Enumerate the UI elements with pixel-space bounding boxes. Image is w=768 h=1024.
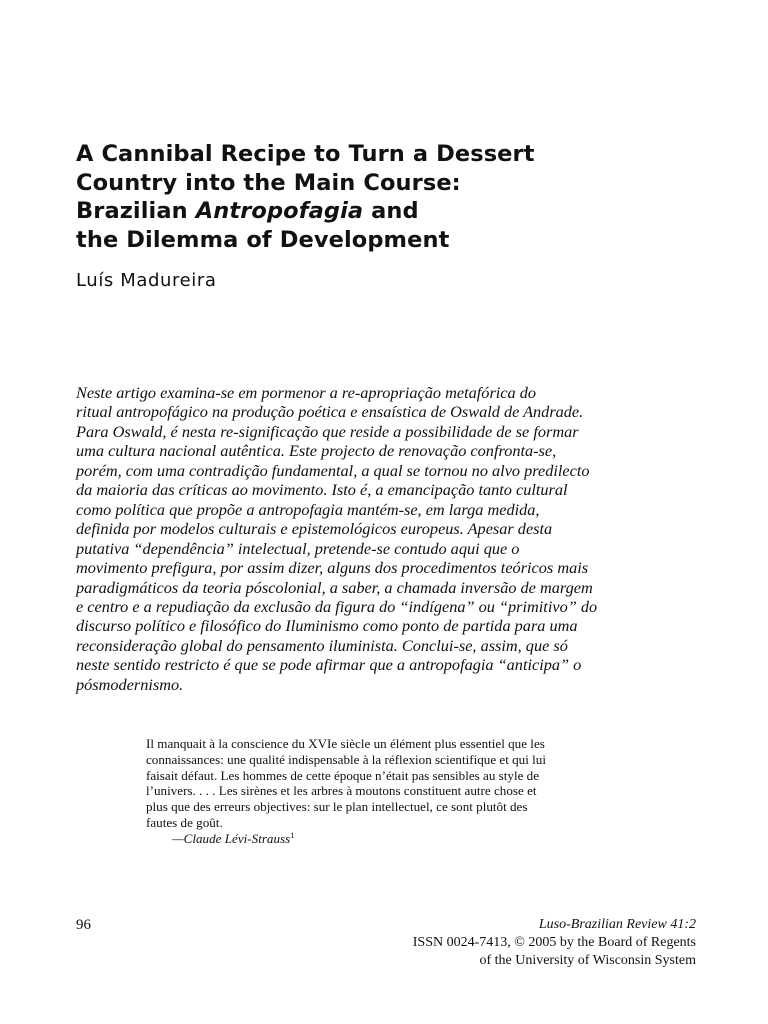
page-number: 96: [76, 917, 91, 933]
abstract-line: pósmodernismo.: [76, 674, 184, 694]
abstract-line: uma cultura nacional autêntica. Este projecto de renovação confronta-se,: [76, 441, 557, 461]
title-italic-term: Antropofagia: [195, 198, 364, 224]
abstract-line: Neste artigo examina-se em pormenor a re-apropriação metafórica do: [76, 383, 537, 402]
abstract-line: e centro e a repudiação da exclusão da figura do “indígena” ou “primitivo” do: [76, 596, 598, 616]
abstract-line: como política que propõe a antropofagia mantém-se, em larga medida,: [76, 499, 540, 519]
abstract-line: reconsideração global do pensamento iluminista. Conclui-se, assim, que só: [76, 635, 568, 655]
title-line-3-end: and: [363, 198, 419, 224]
abstract-line: da maioria das críticas ao movimento. Isto é, a emancipação tanto cultural: [76, 480, 568, 500]
footnote-marker[interactable]: 1: [290, 829, 295, 840]
title-line-3: [76, 197, 696, 226]
title-line-2: Country into the Main Course:: [76, 169, 461, 196]
epigraph-line: faisait défaut. Les hommes de cette époque n’était pas sensibles au style de: [146, 767, 540, 783]
epigraph-line: plus que des erreurs objectives: sur le plan intellectuel, ce sont plutôt des: [146, 799, 528, 815]
epigraph-author: —Claude Lévi-Strauss: [172, 830, 291, 846]
title-line-4: the Dilemma of Development: [76, 226, 450, 253]
journal-citation: [413, 916, 696, 970]
epigraph-line: fautes de goût.: [146, 814, 223, 830]
epigraph-line: connaissances: une qualité indispensable à la réflexion scientifique et qui lui: [146, 751, 546, 767]
abstract-line: movimento prefigura, por assim dizer, alguns dos procedimentos teóricos mais: [76, 558, 589, 578]
abstract-line: Para Oswald, é nesta re-significação que reside a possibilidade de se formar: [76, 421, 579, 441]
abstract: [76, 383, 696, 694]
title-line-3-start: Brazilian: [76, 198, 196, 224]
abstract-line: neste sentido restricto é que se pode afirmar que a antropofagia “anticipa” o: [76, 655, 582, 675]
abstract-line: porém, com uma contradição fundamental, a qual se tornou no alvo predilecto: [76, 460, 590, 480]
article-title: [76, 140, 696, 254]
epigraph-line: l’univers. . . . Les sirènes et les arbres à moutons constituent autre chose et: [146, 783, 537, 799]
title-line-1: A Cannibal Recipe to Turn a Dessert: [76, 141, 535, 167]
author-name: Luís Madureira: [76, 270, 217, 291]
journal-name: Luso-Brazilian Review 41:2: [538, 917, 696, 932]
abstract-line: paradigmáticos da teoria póscolonial, a saber, a chamada inversão de margem: [76, 577, 593, 597]
issn-line: ISSN 0024-7413, © 2005 by the Board of Regents: [412, 935, 696, 950]
epigraph-attribution: [146, 831, 666, 847]
abstract-line: definida por modelos culturais e epistemológicos europeus. Apesar desta: [76, 519, 553, 539]
epigraph-line: Il manquait à la conscience du XVIe siècle un élément plus essentiel que les: [146, 736, 545, 751]
abstract-line: ritual antropofágico na produção poética e ensaística de Oswald de Andrade.: [76, 402, 584, 422]
abstract-line: discurso político e filosófico do Iluminismo como ponto de partida para uma: [76, 616, 578, 636]
publisher-line: of the University of Wisconsin System: [479, 953, 696, 968]
epigraph-quote: [146, 736, 666, 847]
abstract-line: putativa “dependência” intelectual, pretende-se contudo aqui que o: [76, 538, 520, 558]
